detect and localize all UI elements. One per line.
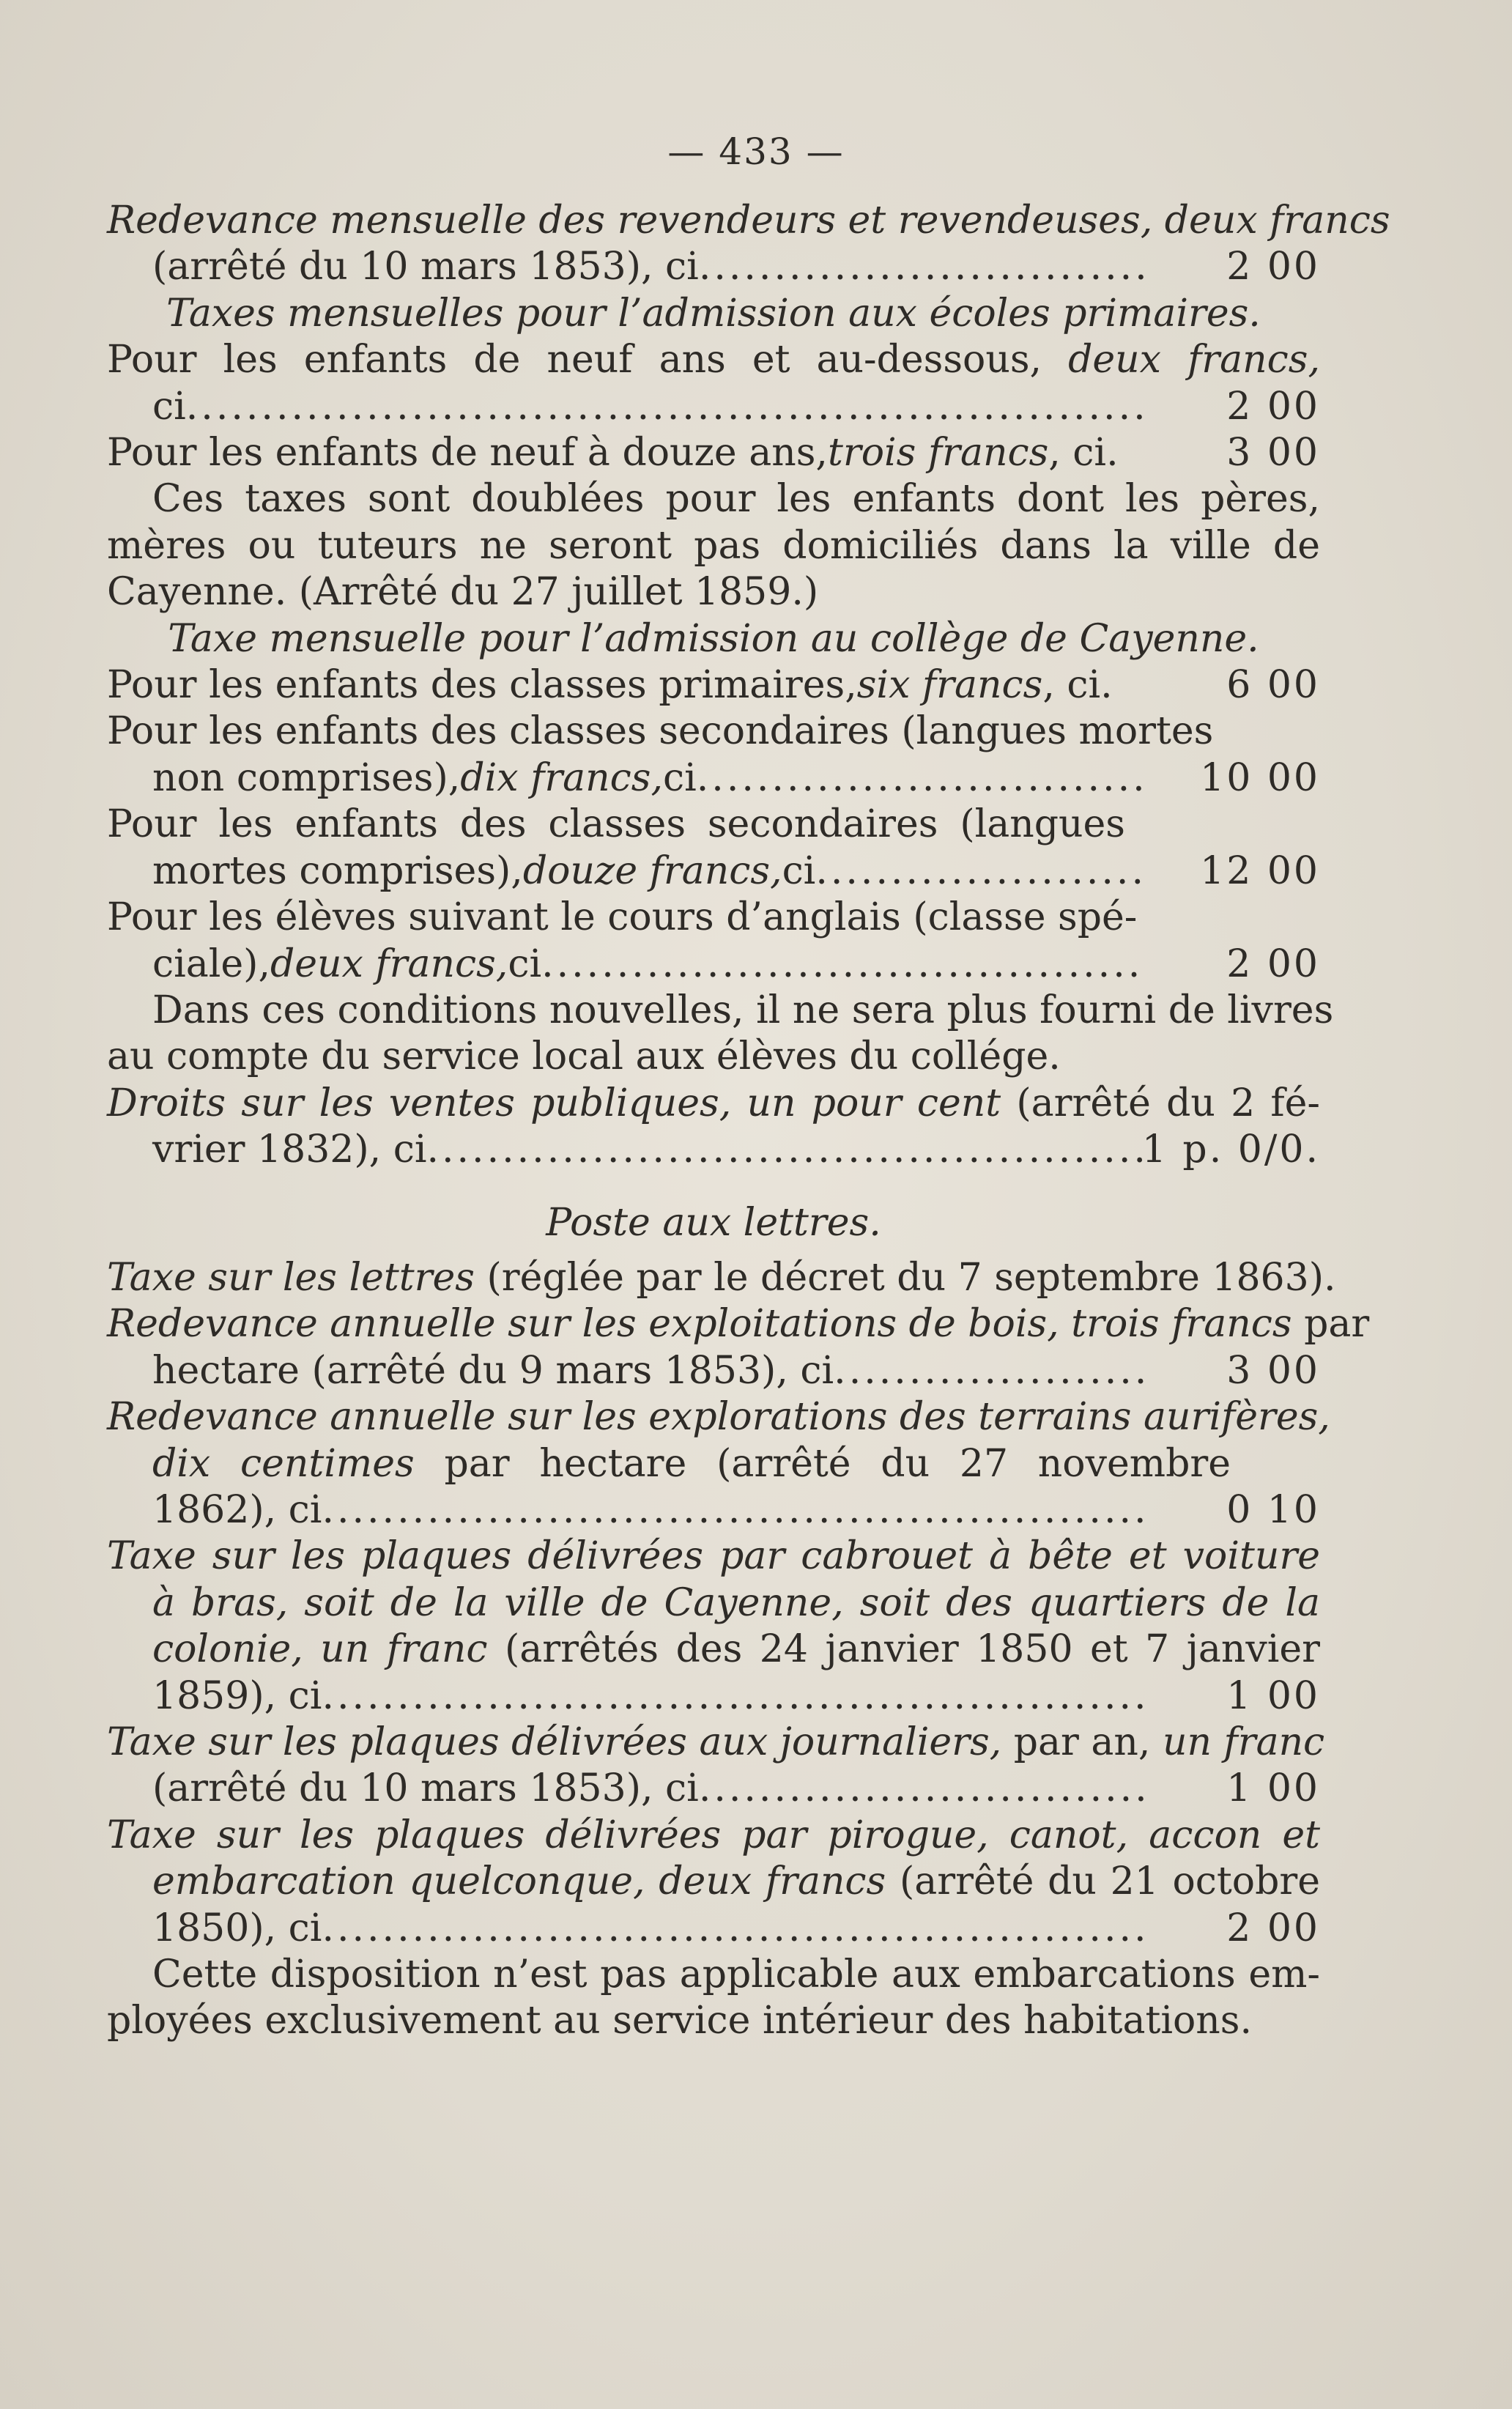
entry-secondaires-comprises-line2: mortes comprises), douze francs, ci ..... 12 00 <box>107 848 1320 895</box>
dot-leader <box>322 1673 1144 1720</box>
entry-anglais-line1: Pour les élèves suivant le cours d’anglais (classe spé- <box>107 895 1138 940</box>
amount: 2 00 <box>1226 1906 1320 1950</box>
entry-neuf-ans-line2: ci ..... 2 00 <box>107 384 1320 430</box>
entry-revendeurs-line1: Redevance mensuelle des revendeurs et revendeuses, deux francs <box>107 199 1390 243</box>
page-number: — 433 — <box>667 130 845 173</box>
amount: 1 00 <box>1226 1673 1320 1718</box>
entry-ventes-publiques-line2: vrier 1832), ci ..... 1 p. 0/0. <box>107 1127 1320 1173</box>
entry-neuf-ans-line1: Pour les enfants de neuf ans et au-dessous, deux francs, <box>107 338 1320 382</box>
entry-cabrouet-line1: Taxe sur les plaques délivrées par cabrouet à bête et voiture <box>107 1534 1320 1579</box>
entry-cabrouet-line4: 1859), ci ..... 1 00 <box>107 1673 1320 1720</box>
entry-secondaires-non-comprises-line2: non comprises), dix francs, ci ..... 10 00 <box>107 755 1320 802</box>
dot-leader <box>322 1487 1144 1533</box>
entry-aurifere-line3: 1862), ci ..... 0 10 <box>107 1487 1320 1533</box>
amount: 10 00 <box>1200 755 1320 800</box>
entry-anglais-line2: ciale), deux francs, ci ..... 2 00 <box>107 941 1320 988</box>
dot-leader <box>815 848 1144 895</box>
entry-journaliers-line1: Taxe sur les plaques délivrées aux journaliers, par an, un franc <box>107 1720 1325 1764</box>
entry-aurifere-line2: dix centimes par hectare (arrêté du 27 novembre <box>152 1441 1231 1486</box>
entry-ventes-publiques-line1: Droits sur les ventes publiques, un pour cent (arrêté du 2 fé- <box>107 1081 1321 1125</box>
note-taxes-doublees-line3: Cayenne. (Arrêté du 27 juillet 1859.) <box>107 570 819 615</box>
entry-douze-ans: Pour les enfants de neuf à douze ans, trois francs , ci. 3 00 <box>107 430 1320 476</box>
amount: 6 00 <box>1226 663 1320 708</box>
entry-journaliers-line2: (arrêté du 10 mars 1853), ci ..... 1 00 <box>107 1766 1320 1812</box>
entry-revendeurs-line2: (arrêté du 10 mars 1853), ci ..... 2 00 <box>107 244 1320 290</box>
amount: 3 00 <box>1226 431 1320 475</box>
amount: 1 00 <box>1226 1766 1320 1811</box>
entry-pirogue-line2: embarcation quelconque, deux francs (arrêté du 21 octobre <box>152 1860 1320 1904</box>
amount: 12 00 <box>1200 848 1320 893</box>
dot-leader <box>697 755 1144 802</box>
note-taxes-doublees-line2: mères ou tuteurs ne seront pas domiciliés dans la ville de <box>107 523 1320 568</box>
dot-leader <box>699 244 1144 290</box>
page-body <box>107 198 1390 2045</box>
amount: 3 00 <box>1226 1348 1320 1393</box>
note-livres-line2: au compte du service local aux élèves du collége. <box>107 1035 1061 1079</box>
dot-leader <box>541 941 1144 988</box>
amount: 2 00 <box>1226 384 1320 429</box>
entry-secondaires-non-comprises-line1: Pour les enfants des classes secondaires (langues mortes <box>107 709 1214 754</box>
dot-leader <box>186 384 1144 430</box>
note-livres-line1: Dans ces conditions nouvelles, il ne sera plus fourni de livres <box>152 988 1334 1032</box>
note-embarcations-line2: ployées exclusivement au service intérieur des habitations. <box>107 1999 1252 2043</box>
entry-pirogue-line3: 1850), ci ..... 2 00 <box>107 1906 1320 1952</box>
dot-leader <box>426 1127 1141 1173</box>
entry-classes-primaires: Pour les enfants des classes primaires, six francs , ci. 6 00 <box>107 662 1320 708</box>
note-taxes-doublees-line1: Ces taxes sont doublées pour les enfants dont les pères, <box>152 477 1320 522</box>
amount: 0 10 <box>1226 1487 1320 1532</box>
section-title-poste: Poste aux lettres. <box>546 1200 881 1245</box>
entry-cabrouet-line3: colonie, un franc (arrêtés des 24 janvier 1850 et 7 janvier <box>152 1627 1320 1672</box>
entry-bois-line2: hectare (arrêté du 9 mars 1853), ci ..... 3 00 <box>107 1348 1320 1394</box>
heading-ecoles-primaires: Taxes mensuelles pour l’admission aux écoles primaires. <box>166 291 1261 336</box>
entry-secondaires-comprises-line1: Pour les enfants des classes secondaires (langues <box>107 802 1125 847</box>
entry-bois-line1: Redevance annuelle sur les exploitations de bois, trois francs par <box>107 1302 1370 1347</box>
heading-college: Taxe mensuelle pour l’admission au collège de Cayenne. <box>168 616 1259 661</box>
entry-pirogue-line1: Taxe sur les plaques délivrées par pirogue, canot, accon et <box>107 1813 1320 1857</box>
dot-leader <box>699 1766 1144 1812</box>
amount: 2 00 <box>1226 245 1320 289</box>
note-embarcations-line1: Cette disposition n’est pas applicable aux embarcations em- <box>152 1953 1320 1997</box>
amount: 1 p. 0/0. <box>1141 1128 1320 1172</box>
amount: 2 00 <box>1226 941 1320 986</box>
entry-taxe-lettres: Taxe sur les lettres (réglée par le décret du 7 septembre 1863). <box>107 1255 1336 1300</box>
entry-aurifere-line1: Redevance annuelle sur les explorations des terrains aurifères, <box>107 1395 1330 1440</box>
entry-cabrouet-line2: à bras, soit de la ville de Cayenne, soit des quartiers de la <box>152 1580 1320 1625</box>
dot-leader <box>322 1906 1144 1952</box>
dot-leader <box>834 1348 1144 1394</box>
